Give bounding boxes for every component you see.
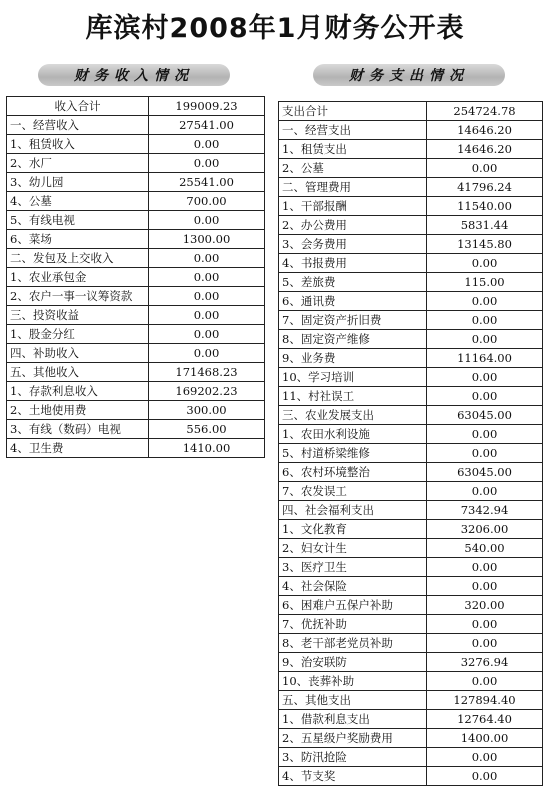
table-row	[279, 406, 543, 425]
table-row	[279, 197, 543, 216]
row-value: 41796.24	[427, 178, 543, 197]
row-value: 63045.00	[427, 463, 543, 482]
row-value: 254724.78	[427, 102, 543, 121]
row-label: 2、公墓	[279, 159, 427, 178]
table-row	[279, 102, 543, 121]
table-row	[7, 306, 265, 325]
row-label: 1、农田水利设施	[279, 425, 427, 444]
row-value: 0.00	[427, 634, 543, 653]
table-row	[279, 216, 543, 235]
row-label: 7、农发误工	[279, 482, 427, 501]
row-label: 4、卫生费	[7, 439, 149, 458]
row-label: 二、管理费用	[279, 178, 427, 197]
row-label: 7、优抚补助	[279, 615, 427, 634]
table-row	[279, 710, 543, 729]
table-row	[279, 235, 543, 254]
table-row	[7, 116, 265, 135]
table-row	[7, 230, 265, 249]
row-label: 收入合计	[7, 97, 149, 116]
table-row	[279, 596, 543, 615]
row-label: 一、经营支出	[279, 121, 427, 140]
row-label: 五、其他收入	[7, 363, 149, 382]
row-label: 1、借款利息支出	[279, 710, 427, 729]
row-label: 三、投资收益	[7, 306, 149, 325]
row-label: 6、通讯费	[279, 292, 427, 311]
table-row	[7, 135, 265, 154]
row-value: 0.00	[149, 287, 265, 306]
row-label: 6、农村环境整治	[279, 463, 427, 482]
table-row	[279, 653, 543, 672]
row-value: 0.00	[149, 268, 265, 287]
row-value: 540.00	[427, 539, 543, 558]
table-row	[7, 363, 265, 382]
row-value: 0.00	[427, 159, 543, 178]
row-label: 1、干部报酬	[279, 197, 427, 216]
row-label: 1、存款利息收入	[7, 382, 149, 401]
table-row	[7, 249, 265, 268]
table-row	[279, 672, 543, 691]
row-label: 2、五星级户奖励费用	[279, 729, 427, 748]
row-label: 2、农户一事一议筹资款	[7, 287, 149, 306]
row-label: 1、农业承包金	[7, 268, 149, 287]
row-label: 4、社会保险	[279, 577, 427, 596]
row-label: 2、妇女计生	[279, 539, 427, 558]
table-row	[7, 173, 265, 192]
table-row	[279, 311, 543, 330]
row-label: 3、有线（数码）电视	[7, 420, 149, 439]
row-value: 0.00	[427, 311, 543, 330]
table-row	[279, 615, 543, 634]
row-value: 0.00	[427, 254, 543, 273]
row-value: 127894.40	[427, 691, 543, 710]
table-row	[7, 211, 265, 230]
row-label: 4、节支奖	[279, 767, 427, 786]
row-value: 14646.20	[427, 121, 543, 140]
row-value: 0.00	[427, 368, 543, 387]
table-row	[7, 439, 265, 458]
row-value: 3206.00	[427, 520, 543, 539]
table-row	[279, 425, 543, 444]
table-row	[7, 287, 265, 306]
row-label: 6、菜场	[7, 230, 149, 249]
table-row	[279, 767, 543, 786]
row-value: 0.00	[149, 135, 265, 154]
table-row	[279, 349, 543, 368]
row-value: 0.00	[427, 330, 543, 349]
row-value: 0.00	[427, 748, 543, 767]
table-row	[279, 273, 543, 292]
table-row	[279, 539, 543, 558]
row-value: 320.00	[427, 596, 543, 615]
row-value: 5831.44	[427, 216, 543, 235]
table-row	[279, 729, 543, 748]
row-label: 1、股金分红	[7, 325, 149, 344]
row-label: 3、防汛抢险	[279, 748, 427, 767]
row-value: 300.00	[149, 401, 265, 420]
table-row	[279, 159, 543, 178]
income-section-heading: 财务收入情况	[38, 64, 230, 86]
table-row	[7, 97, 265, 116]
row-value: 13145.80	[427, 235, 543, 254]
row-label: 9、业务费	[279, 349, 427, 368]
row-value: 63045.00	[427, 406, 543, 425]
row-value: 1300.00	[149, 230, 265, 249]
table-row	[7, 401, 265, 420]
table-row	[279, 292, 543, 311]
row-label: 5、有线电视	[7, 211, 149, 230]
table-row	[279, 501, 543, 520]
row-value: 0.00	[149, 211, 265, 230]
row-label: 支出合计	[279, 102, 427, 121]
table-row	[279, 178, 543, 197]
row-value: 0.00	[427, 672, 543, 691]
row-value: 11540.00	[427, 197, 543, 216]
row-label: 10、丧葬补助	[279, 672, 427, 691]
row-label: 2、办公费用	[279, 216, 427, 235]
row-value: 0.00	[149, 344, 265, 363]
table-row	[279, 520, 543, 539]
row-value: 0.00	[149, 306, 265, 325]
row-value: 0.00	[427, 615, 543, 634]
row-label: 3、幼儿园	[7, 173, 149, 192]
row-label: 5、差旅费	[279, 273, 427, 292]
row-value: 0.00	[427, 767, 543, 786]
row-label: 五、其他支出	[279, 691, 427, 710]
table-row	[279, 691, 543, 710]
row-label: 1、文化教育	[279, 520, 427, 539]
table-row	[279, 577, 543, 596]
table-row	[7, 325, 265, 344]
row-value: 0.00	[427, 482, 543, 501]
row-label: 2、土地使用费	[7, 401, 149, 420]
row-label: 3、医疗卫生	[279, 558, 427, 577]
expense-table	[278, 101, 543, 786]
row-value: 556.00	[149, 420, 265, 439]
row-label: 6、困难户五保户补助	[279, 596, 427, 615]
row-label: 1、租赁收入	[7, 135, 149, 154]
row-value: 700.00	[149, 192, 265, 211]
row-label: 4、书报费用	[279, 254, 427, 273]
row-label: 5、村道桥梁维修	[279, 444, 427, 463]
table-row	[279, 140, 543, 159]
row-label: 3、会务费用	[279, 235, 427, 254]
row-value: 1410.00	[149, 439, 265, 458]
row-value: 0.00	[427, 425, 543, 444]
row-label: 9、治安联防	[279, 653, 427, 672]
row-value: 27541.00	[149, 116, 265, 135]
row-value: 0.00	[427, 558, 543, 577]
table-row	[7, 382, 265, 401]
table-row	[279, 330, 543, 349]
row-value: 199009.23	[149, 97, 265, 116]
row-label: 8、老干部老党员补助	[279, 634, 427, 653]
row-label: 2、水厂	[7, 154, 149, 173]
table-row	[279, 444, 543, 463]
row-value: 1400.00	[427, 729, 543, 748]
row-value: 115.00	[427, 273, 543, 292]
table-row	[279, 482, 543, 501]
row-value: 0.00	[149, 325, 265, 344]
row-value: 0.00	[427, 292, 543, 311]
row-label: 四、补助收入	[7, 344, 149, 363]
row-value: 12764.40	[427, 710, 543, 729]
row-value: 14646.20	[427, 140, 543, 159]
row-label: 四、社会福利支出	[279, 501, 427, 520]
row-value: 0.00	[427, 444, 543, 463]
row-value: 25541.00	[149, 173, 265, 192]
table-row	[279, 121, 543, 140]
row-label: 8、固定资产维修	[279, 330, 427, 349]
row-value: 0.00	[149, 154, 265, 173]
table-row	[7, 344, 265, 363]
row-label: 1、租赁支出	[279, 140, 427, 159]
table-row	[279, 387, 543, 406]
table-row	[279, 748, 543, 767]
row-label: 7、固定资产折旧费	[279, 311, 427, 330]
row-label: 4、公墓	[7, 192, 149, 211]
row-label: 10、学习培训	[279, 368, 427, 387]
table-row	[7, 268, 265, 287]
table-row	[279, 254, 543, 273]
row-label: 二、发包及上交收入	[7, 249, 149, 268]
table-row	[279, 558, 543, 577]
row-value: 7342.94	[427, 501, 543, 520]
table-row	[7, 154, 265, 173]
page-title: 库滨村2008年1月财务公开表	[85, 13, 465, 44]
row-value: 0.00	[427, 577, 543, 596]
table-row	[7, 420, 265, 439]
row-label: 11、村社误工	[279, 387, 427, 406]
expense-section-heading: 财务支出情况	[313, 64, 505, 86]
row-value: 0.00	[149, 249, 265, 268]
row-value: 11164.00	[427, 349, 543, 368]
row-value: 169202.23	[149, 382, 265, 401]
table-row	[279, 368, 543, 387]
table-row	[279, 463, 543, 482]
income-table	[6, 96, 265, 458]
row-value: 0.00	[427, 387, 543, 406]
row-value: 171468.23	[149, 363, 265, 382]
row-label: 一、经营收入	[7, 116, 149, 135]
row-label: 三、农业发展支出	[279, 406, 427, 425]
table-row	[279, 634, 543, 653]
table-row	[7, 192, 265, 211]
row-value: 3276.94	[427, 653, 543, 672]
